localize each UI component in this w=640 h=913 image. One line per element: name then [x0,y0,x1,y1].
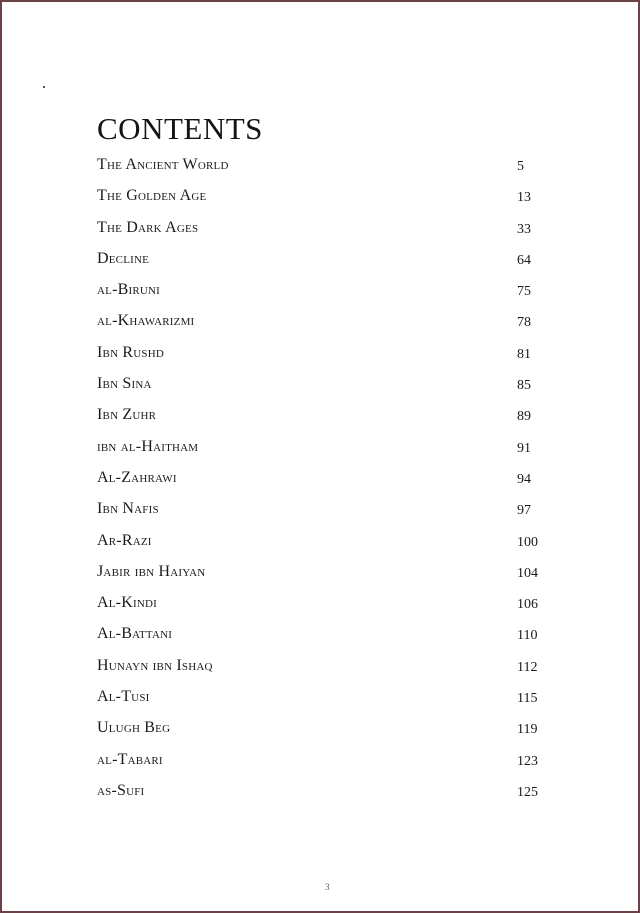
page-number: 3 [325,882,330,892]
toc-entry-title[interactable]: Ibn Sina [97,375,152,393]
toc-entry[interactable] [97,781,547,812]
toc-entry-title[interactable]: Al-Kindi [97,594,157,612]
toc-entry-page[interactable]: 125 [517,784,538,800]
toc-entry-title[interactable]: Hunayn ibn Ishaq [97,656,213,674]
toc-entry[interactable] [97,437,547,468]
toc-entry-title[interactable]: al-Tabari [97,750,163,768]
toc-entry-page[interactable]: 100 [517,534,538,550]
toc-entry[interactable] [97,186,547,217]
toc-entry-page[interactable]: 112 [517,659,538,675]
toc-entry-page[interactable]: 89 [517,409,531,425]
toc-entry-page[interactable]: 104 [517,565,538,581]
toc-entry-page[interactable]: 97 [517,503,531,519]
toc-entry-page[interactable]: 13 [517,190,531,206]
toc-entry-title[interactable]: al-Khawarizmi [97,312,195,330]
toc-entry[interactable] [97,687,547,718]
toc-entry[interactable] [97,343,547,374]
toc-entry-page[interactable]: 94 [517,471,531,487]
toc-entry[interactable] [97,656,547,687]
toc-entry-title[interactable]: as-Sufi [97,781,145,799]
toc-entry-title[interactable]: Ibn Rushd [97,343,165,361]
toc-entry-page[interactable]: 33 [517,221,531,237]
toc-entry-title[interactable]: The Golden Age [97,187,207,205]
toc-entry-title[interactable]: Ulugh Beg [97,719,171,737]
toc-entry-page[interactable]: 123 [517,753,538,769]
table-of-contents [97,155,547,812]
toc-entry-page[interactable]: 106 [517,597,538,613]
toc-entry[interactable] [97,531,547,562]
toc-entry-page[interactable]: 64 [517,252,531,268]
toc-entry-title[interactable]: Ibn Zuhr [97,406,157,424]
toc-entry-title[interactable]: The Ancient World [97,156,229,173]
toc-entry-title[interactable]: Al-Tusi [97,688,150,706]
toc-entry-title[interactable]: Ar-Razi [97,531,152,549]
dust-speck [43,86,45,88]
toc-entry-page[interactable]: 115 [517,691,538,707]
toc-entry[interactable] [97,405,547,436]
page-title: CONTENTS [97,111,263,146]
toc-entry-page[interactable]: 5 [517,159,524,174]
toc-entry-page[interactable]: 110 [517,628,538,644]
toc-entry[interactable] [97,499,547,530]
toc-entry-page[interactable]: 81 [517,346,531,362]
toc-entry[interactable] [97,374,547,405]
toc-entry-title[interactable]: Al-Battani [97,625,173,643]
toc-entry-title[interactable]: Decline [97,249,150,267]
toc-entry-title[interactable]: The Dark Ages [97,218,199,236]
toc-entry[interactable] [97,718,547,749]
toc-entry[interactable] [97,593,547,624]
toc-entry[interactable] [97,750,547,781]
toc-entry[interactable] [97,468,547,499]
toc-entry[interactable] [97,249,547,280]
toc-entry-title[interactable]: ibn al-Haitham [97,437,199,455]
toc-entry[interactable] [97,155,547,186]
toc-entry[interactable] [97,218,547,249]
toc-entry-page[interactable]: 75 [517,284,531,300]
toc-entry-title[interactable]: Ibn Nafis [97,500,159,518]
toc-entry-title[interactable]: al-Biruni [97,281,161,299]
toc-entry-page[interactable]: 85 [517,378,531,394]
toc-entry[interactable] [97,562,547,593]
toc-entry-page[interactable]: 78 [517,315,531,331]
toc-entry-title[interactable]: Al-Zahrawi [97,468,177,486]
toc-entry-title[interactable]: Jabir ibn Haiyan [97,562,206,580]
toc-entry-page[interactable]: 119 [517,722,538,738]
toc-entry[interactable] [97,280,547,311]
toc-entry-page[interactable]: 91 [517,440,531,456]
toc-entry[interactable] [97,624,547,655]
toc-entry[interactable] [97,311,547,342]
